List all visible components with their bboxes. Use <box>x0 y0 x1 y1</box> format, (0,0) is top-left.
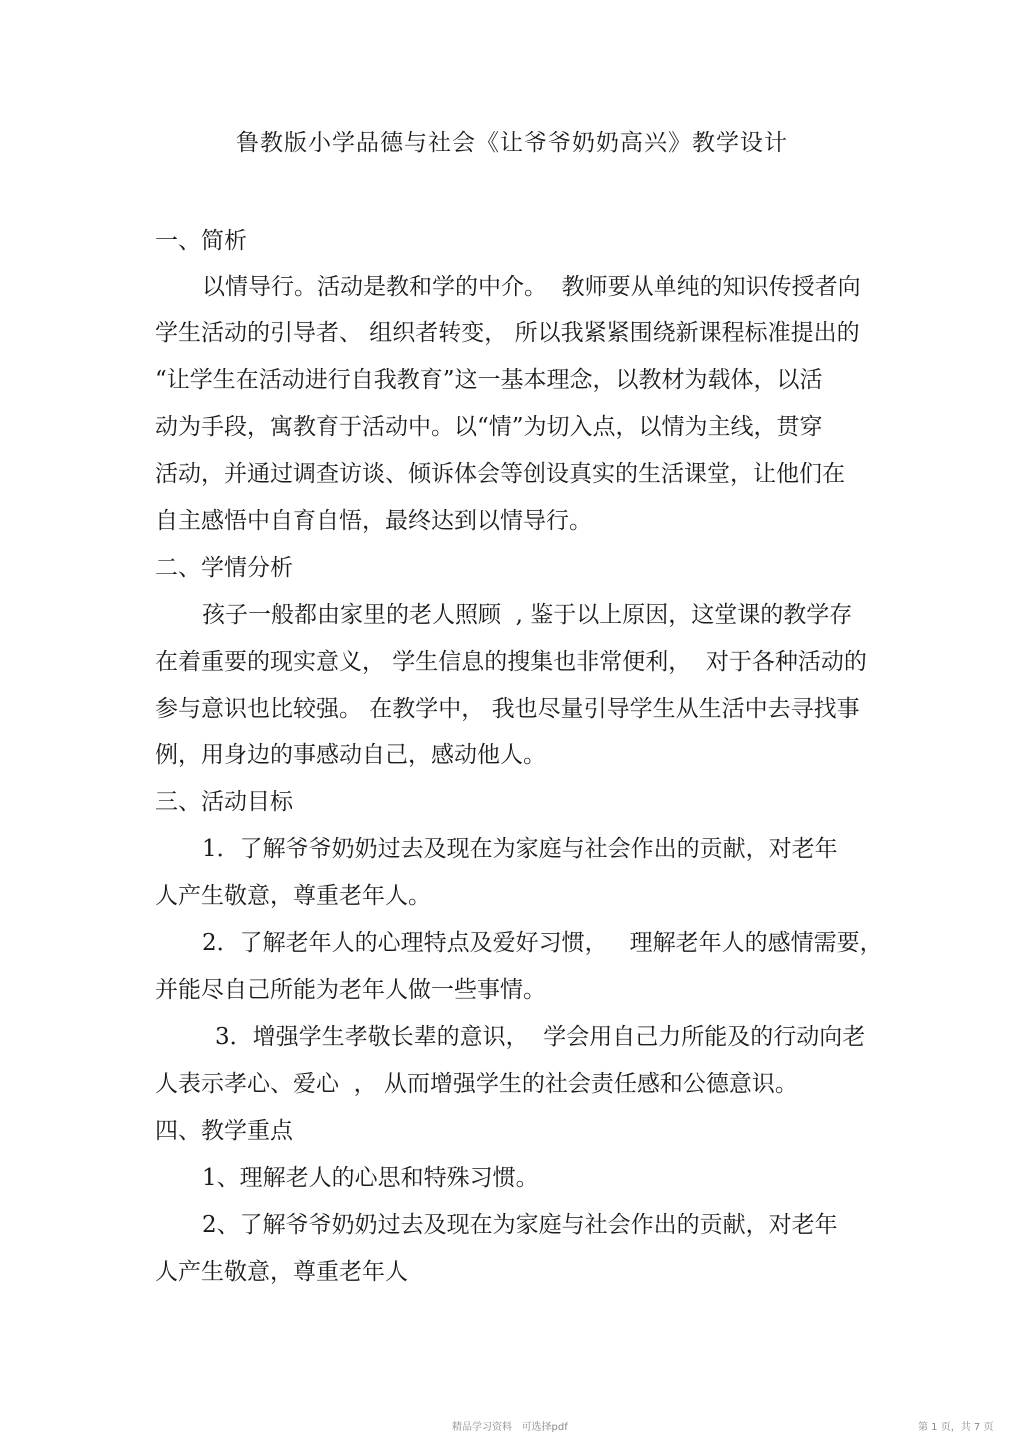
paragraph-line: 以情导行。活动是教和学的中介。 教师要从单纯的知识传授者向 <box>202 274 861 300</box>
paragraph-line: 在着重要的现实意义， 学生信息的搜集也非常便利， 对于各种活动的 <box>155 649 867 675</box>
paragraph-line: 学生活动的引导者、 组织者转变， 所以我紧紧围绕新课程标准提出的 <box>155 320 860 346</box>
paragraph-line: 孩子一般都由家里的老人照顾 , 鉴于以上原因，这堂课的教学存 <box>202 602 853 628</box>
paragraph-line: 1．了解爷爷奶奶过去及现在为家庭与社会作出的贡献，对老年 <box>202 836 838 862</box>
paragraph-line: 活动，并通过调查访谈、倾诉体会等创设真实的生活课堂，让他们在 <box>155 461 845 487</box>
section-heading-overview: 一、简析 <box>155 228 247 254</box>
section-heading-student-analysis: 二、学情分析 <box>155 555 293 581</box>
paragraph-line: 人产生敬意，尊重老年人。 <box>155 883 431 909</box>
page-number: 第 1 页，共 7 页 <box>918 1422 994 1433</box>
paragraph-line: 3．增强学生孝敬长辈的意识， 学会用自己力所能及的行动向老 <box>215 1024 866 1050</box>
paragraph-line: 自主感悟中自育自悟，最终达到以情导行。 <box>155 508 592 534</box>
paragraph-line: 动为手段，寓教育于活动中。以“情”为切入点，以情为主线，贯穿 <box>155 414 823 440</box>
section-heading-teaching-focus: 四、教学重点 <box>155 1118 293 1144</box>
section-heading-activity-goals: 三、活动目标 <box>155 789 293 815</box>
paragraph-line: 人表示孝心、爱心 ， 从而增强学生的社会责任感和公德意识。 <box>155 1071 798 1097</box>
paragraph-line: 例，用身边的事感动自己，感动他人。 <box>155 742 546 768</box>
paragraph-line: 2、了解爷爷奶奶过去及现在为家庭与社会作出的贡献，对老年 <box>202 1212 838 1238</box>
document-title: 鲁教版小学品德与社会《让爷爷奶奶高兴》教学设计 <box>236 130 788 156</box>
paragraph-line: 参与意识也比较强。 在教学中， 我也尽量引导学生从生活中去寻找事 <box>155 696 860 722</box>
paragraph-line: 人产生敬意，尊重老年人 <box>155 1259 408 1285</box>
footer-watermark: 精品学习资料 可选择pdf <box>452 1422 568 1433</box>
paragraph-line: 并能尽自己所能为老年人做一些事情。 <box>155 977 546 1003</box>
paragraph-line: 2．了解老年人的心理特点及爱好习惯， 理解老年人的感情需要， <box>202 930 883 956</box>
paragraph-line: “让学生在活动进行自我教育”这一基本理念，以教材为载体，以活 <box>155 367 823 393</box>
paragraph-line: 1、理解老人的心思和特殊习惯。 <box>202 1165 539 1191</box>
